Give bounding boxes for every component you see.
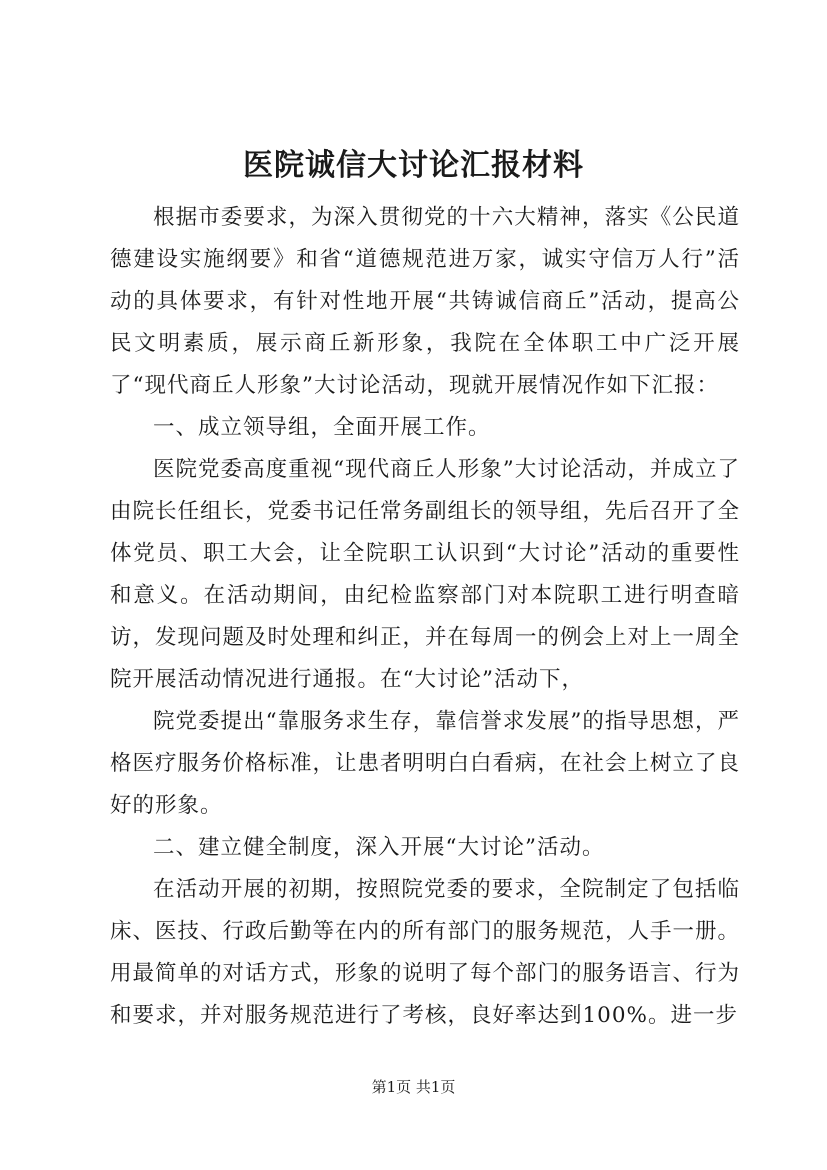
paragraph-leadership: 医院党委高度重视“现代商丘人形象”大讨论活动，并成立了由院长任组长，党委书记任常务副组长的领导组，先后召开了全体党员、职工大会，让全院职工认识到“大讨论”活动的重要性和意义。在活动期间，由纪检监察部门对本院职工进行明查暗访，发现问题及时处理和纠正，并在每周一的例会上对上一周全院开展活动情况进行通报。在“大讨论”活动下， [110,457,741,692]
section-heading-1: 一、成立领导组，全面开展工作。 [153,415,491,440]
paragraph-intro: 根据市委要求，为深入贯彻党的十六大精神，落实《公民道德建设实施纲要》和省“道德规范进万家，诚实守信万人行”活动的具体要求，有针对性地开展“共铸诚信商丘”活动，提高公民文明素质，展示商丘新形象，我院在全体职工中广泛开展了“现代商丘人形象”大讨论活动，现就开展情况作如下汇报： [110,205,740,398]
document-body [110,197,740,1037]
section-heading-2: 二、建立健全制度，深入开展“大讨论”活动。 [153,835,605,860]
document-title: 医院诚信大讨论汇报材料 [243,148,584,183]
paragraph-service-standards: 在活动开展的初期，按照院党委的要求，全院制定了包括临床、医技、行政后勤等在内的所有部门的服务规范，人手一册。用最简单的对话方式，形象的说明了每个部门的服务语言、行为和要求，并对服务规范进行了考核，良好率达到100%。进一步 [110,877,741,1028]
paragraph-guiding-thought: 院党委提出“靠服务求生存，靠信誉求发展”的指导思想，严格医疗服务价格标准，让患者明明白白看病，在社会上树立了良好的形象。 [110,709,741,818]
page-footer: 第1页 共1页 [371,1078,456,1096]
